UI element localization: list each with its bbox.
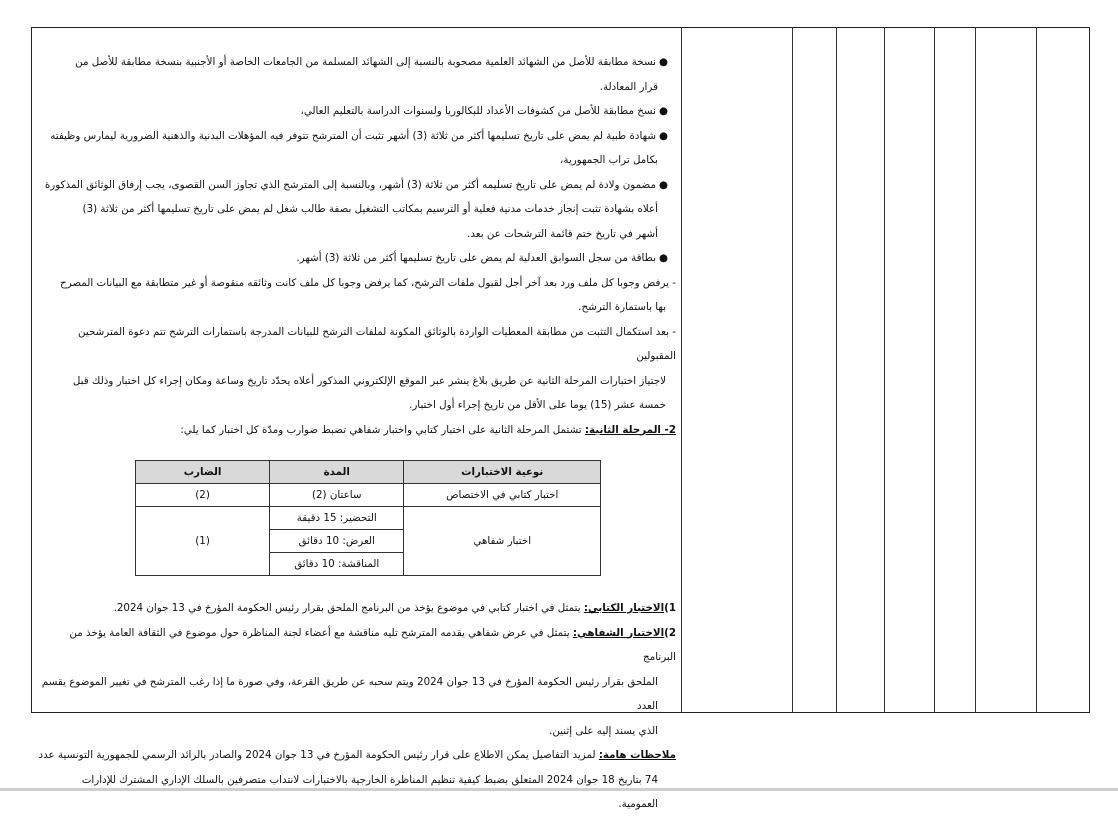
important-notes-text: 74 بتاريخ 18 جوان 2024 المتعلق بضبط كيفية تنظيم المناظرة الخارجية بالاختبارات لانتداب متصرفين بالسلك الإداري المشترك للإدارات	[81, 773, 658, 786]
paragraph-line: خمسة عشر (15) يوما على الأقل من تاريخ إجراء أول اختبار.	[409, 399, 666, 411]
paragraph-line: - يرفض وجوبا كل ملف ورد بعد آخر أجل لقبول ملفات الترشح، كما يرفض وجوبا كل ملف كانت وثائقه منقوصة أو غير متطابقة مع البيانات المصرح	[60, 276, 676, 289]
written-test-duration: ساعتان (2)	[270, 484, 404, 507]
oral-test-coefficient: (1)	[136, 507, 270, 576]
oral-discussion-duration: المناقشة: 10 دقائق	[270, 553, 404, 576]
bullet-line: قرار المعادلة.	[599, 80, 658, 93]
oral-test-text: الذي يسند إليه على إثنين.	[549, 724, 658, 737]
note-number: 1)	[664, 602, 676, 614]
written-test-note	[36, 596, 676, 621]
bullet-icon: ●	[659, 129, 668, 142]
bullet-line: بطاقة من سجل السوابق العدلية لم يمض على تاريخ تسليمها أكثر من ثلاثة (3) أشهر.	[296, 252, 656, 264]
oral-test-text: يتمثل في عرض شفاهي يقدمه المترشح تليه مناقشة مع أعضاء لجنة المناظرة حول موضوع في الثقافة العامة يؤخذ من البرنامج	[69, 626, 676, 663]
written-test-label: الاختبار الكتابي:	[583, 602, 665, 614]
table-header-row	[136, 461, 601, 484]
oral-test-text: الملحق بقرار رئيس الحكومة المؤرخ في 13 جوان 2024 ويتم سحبه عن طريق القرعة، وفي صورة ما إذا رغب المترشح في تغيير الموضوع يقسم العدد	[41, 675, 658, 712]
bullet-line: أشهر في تاريخ ختم قائمة الترشحات عن بعد.	[467, 227, 658, 240]
important-notes-text: لمزيد التفاصيل يمكن الاطلاع على قرار رئيس الحكومة المؤرخ في 13 جوان 2024 والصادر بالرائد الرسمي للجمهورية التونسية عدد	[38, 749, 599, 761]
column-divider	[934, 27, 935, 713]
column-divider	[792, 27, 793, 713]
header-duration: المدة	[270, 461, 404, 484]
column-divider	[681, 27, 682, 713]
important-notes	[36, 743, 676, 817]
phase-two-heading: 2- المرحلة الثانية:	[584, 423, 676, 436]
oral-test-label: الاختبار الشفاهي:	[572, 626, 665, 639]
phase-two-paragraph	[36, 418, 676, 443]
bullet-line: أعلاه بشهادة تثبت إنجاز خدمات مدنية فعلية أو الترسيم بمكاتب التشغيل بصفة طالب شغل لم يمض على تاريخ تسليمها أكثر من ثلاثة (3)	[82, 203, 658, 215]
bullet-line: بكامل تراب الجمهورية،	[560, 154, 658, 166]
column-divider	[836, 27, 837, 713]
tests-table	[135, 460, 601, 576]
bullet-line: نسخ مطابقة للأصل من كشوفات الأعداد للبكالوريا ولسنوات الدراسة بالتعليم العالي،	[300, 105, 656, 117]
header-test-type: نوعية الاختبارات	[404, 461, 601, 484]
oral-prep-duration: التحضير: 15 دقيقة	[270, 507, 404, 530]
oral-test-note	[36, 621, 676, 744]
note-number: 2)	[664, 626, 676, 639]
paragraph-line: لاجتياز اختبارات المرحلة الثانية عن طريق بلاغ ينشر عبر الموقع الإلكتروني المذكور أعلاه يحدّد تاريخ وساعة ومكان إجراء كل اختبار وذلك قبل	[72, 374, 666, 387]
written-test-type: اختبار كتابي في الاختصاص	[404, 484, 601, 507]
table-row	[136, 484, 601, 507]
phase-two-text: تشتمل المرحلة الثانية على اختبار كتابي واختبار شفاهي تضبط ضوارب ومدّة كل اختبار كما يلي:	[180, 423, 585, 436]
written-test-text: يتمثل في اختبار كتابي في موضوع يؤخذ من البرنامج الملحق بقرار رئيس الحكومة المؤرخ في 13 جوان 2024.	[113, 602, 584, 614]
bullet-item	[36, 173, 676, 247]
header-coefficient: الضارب	[136, 461, 270, 484]
page-bottom-divider	[0, 788, 1118, 791]
column-divider	[1036, 27, 1037, 713]
bullet-line: شهادة طبية لم يمض على تاريخ تسليمها أكثر من ثلاثة (3) أشهر تثبت أن المترشح تتوفر فيه المؤهلات البدنية والذهنية الضرورية ليمارس وظيفته	[50, 129, 656, 142]
bullet-icon: ●	[659, 252, 668, 264]
bullet-icon: ●	[659, 178, 668, 191]
column-divider	[884, 27, 885, 713]
bullet-item	[36, 124, 676, 173]
bullet-item	[36, 99, 676, 124]
bullet-icon: ●	[659, 56, 668, 68]
document-content	[36, 50, 676, 817]
table-row	[136, 507, 601, 530]
bullet-item	[36, 246, 676, 271]
bullet-line: نسخة مطابقة للأصل من الشهائد العلمية مصحوبة بالنسبة إلى الشهائد المسلمة من الجامعات الخاصة أو الأجنبية بنسخة مطابقة للأصل من	[75, 56, 656, 68]
oral-presentation-duration: العرض: 10 دقائق	[270, 530, 404, 553]
important-notes-text: العمومية.	[618, 798, 658, 810]
written-test-coefficient: (2)	[136, 484, 270, 507]
paragraph-line: - بعد استكمال التثبت من مطابقة المعطيات الواردة بالوثائق المكونة لملفات الترشح للبيانات المدرجة باستمارات الترشح تتم دعوة المترشحين المقبولين	[78, 325, 676, 362]
dash-paragraph	[36, 320, 676, 418]
bullet-icon: ●	[659, 105, 668, 117]
important-notes-label: ملاحظات هامة:	[598, 749, 676, 761]
oral-test-type: اختبار شفاهي	[404, 507, 601, 576]
dash-paragraph	[36, 271, 676, 320]
bullet-line: مضمون ولادة لم يمض على تاريخ تسليمه أكثر من ثلاثة (3) أشهر، وبالنسبة إلى المترشح الذي تجاوز السن القصوى، يجب إرفاق الوثائق المذكورة	[44, 178, 656, 191]
column-divider	[975, 27, 976, 713]
paragraph-line: بها باستمارة الترشح.	[578, 301, 666, 313]
bullet-item	[36, 50, 676, 99]
